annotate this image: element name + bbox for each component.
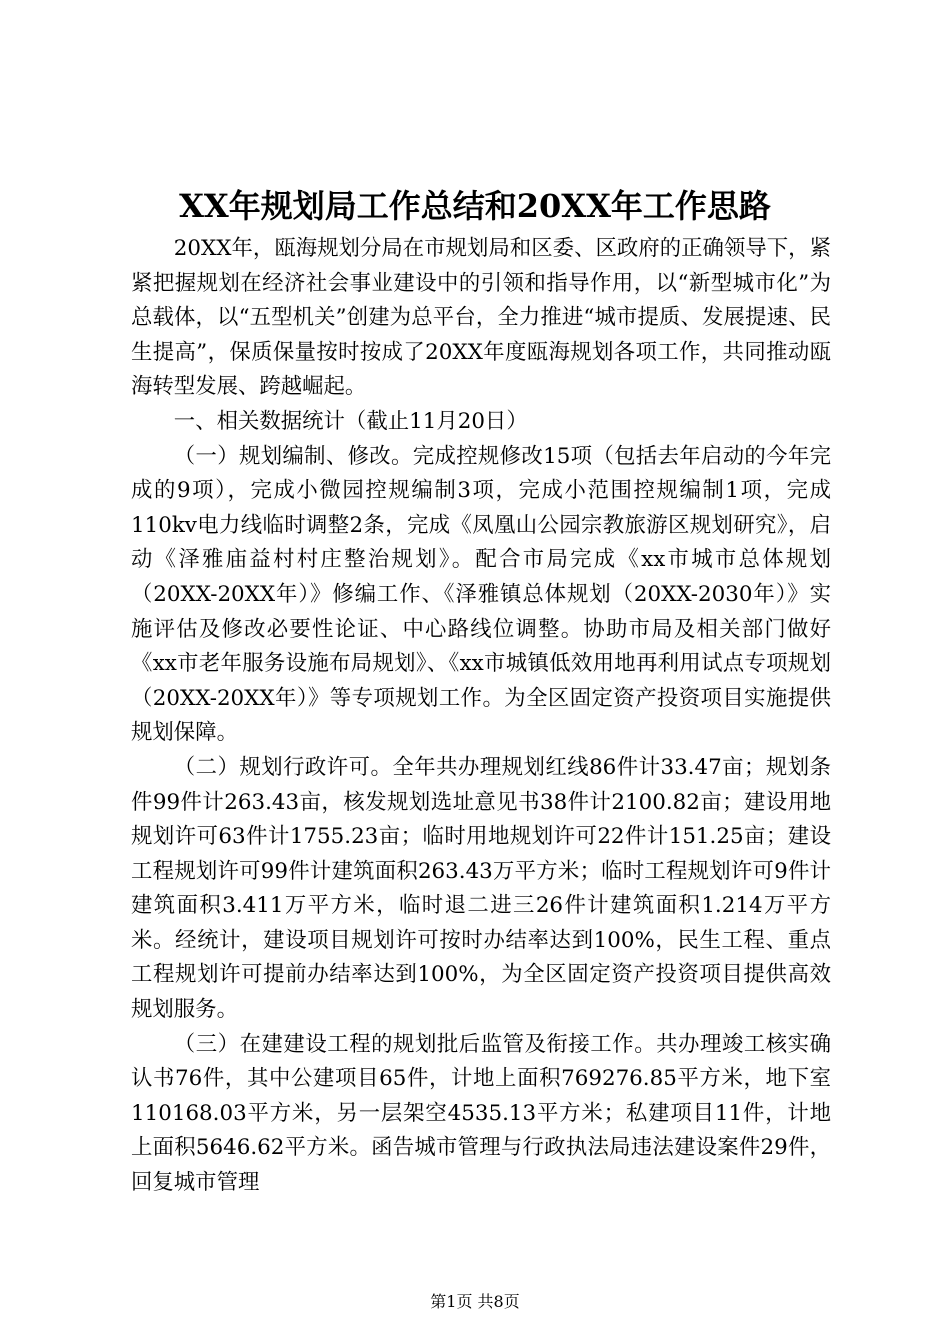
document-title: XX年规划局工作总结和20XX年工作思路 [179, 187, 771, 225]
page-number-footer: 第1页 共8页 [430, 1292, 520, 1311]
document-body [131, 232, 831, 1201]
paragraph-post-approval-supervision: （三）在建建设工程的规划批后监管及衔接工作。共办理竣工核实确认书76件，其中公建项目65件，计地上面积769276.85平方米，地下室110168.03平方米，另一层架空4535.13平方米；私建项目11件，计地上面积5646.62平方米。函告城市管理与行政执法局违法建设案件29件，回复城市管理 [131, 1031, 831, 1196]
paragraph-administrative-permits: （二）规划行政许可。全年共办理规划红线86件计33.47亩；规划条件99件计263.43亩，核发规划选址意见书38件计2100.82亩；建设用地规划许可63件计1755.23亩；临时用地规划许可22件计151.25亩；建设工程规划许可99件计建筑面积263.43万平方米；临时工程规划许可9件计建筑面积3.411万平方米，临时退二进三26件计建筑面积1.214万平方米。经统计，建设项目规划许可按时办结率达到100%，民生工程、重点工程规划许可提前办结率达到100%，为全区固定资产投资项目提供高效规划服务。 [131, 754, 831, 1023]
paragraph-intro: 20XX年，瓯海规划分局在市规划局和区委、区政府的正确领导下，紧紧把握规划在经济社会事业建设中的引领和指导作用，以“新型城市化”为总载体，以“五型机关”创建为总平台，全力推进“城市提质、发展提速、民生提高”，保质保量按时按成了20XX年度瓯海规划各项工作，共同推动瓯海转型发展、跨越崛起。 [131, 236, 831, 400]
section-heading-data-statistics: 一、相关数据统计（截止11月20日） [173, 408, 528, 434]
paragraph-planning-compilation: （一）规划编制、修改。完成控规修改15项（包括去年启动的今年完成的9项），完成小微园控规编制3项，完成小范围控规编制1项，完成110kv电力线临时调整2条，完成《凤凰山公园宗教旅游区规划研究》，启动《泽雅庙益村村庄整治规划》。配合市局完成《xx市城市总体规划（20XX-20XX年）》修编工作、《泽雅镇总体规划（20XX-2030年）》实施评估及修改必要性论证、中心路线位调整。协助市局及相关部门做好《xx市老年服务设施布局规划》、《xx市城镇低效用地再利用试点专项规划（20XX-20XX年）》等专项规划工作。为全区固定资产投资项目实施提供规划保障。 [131, 443, 831, 746]
